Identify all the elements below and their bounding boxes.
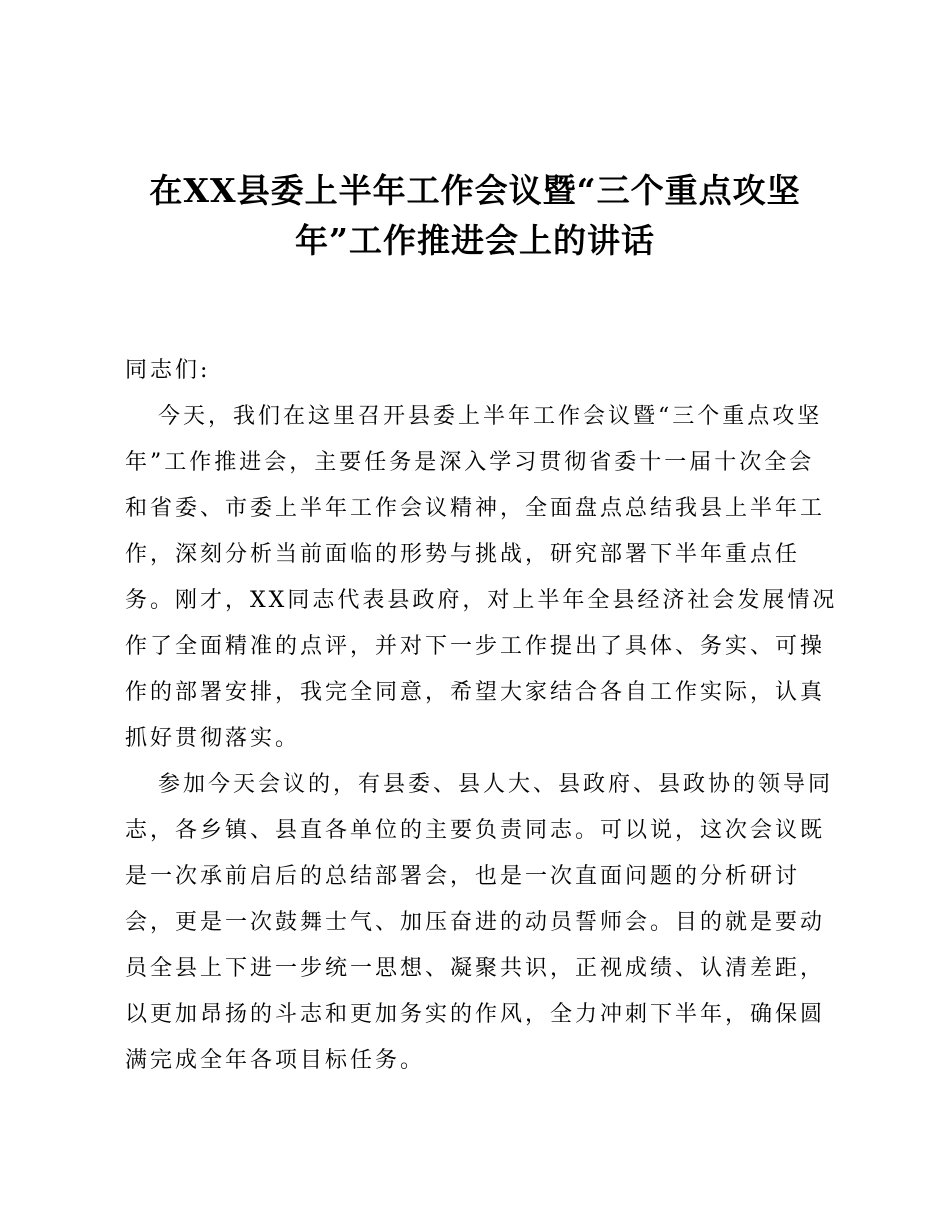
paragraph-1: [125, 398, 838, 758]
title-line-1: 在XX县委上半年工作会议暨“三个重点攻坚: [149, 171, 801, 210]
paragraph-2: [125, 766, 834, 1080]
document-title: [120, 166, 830, 266]
paragraph-2-line-1: 参加今天会议的，有县委、县人大、县政府、县政协的领导同: [158, 772, 834, 797]
paragraph-2-line-2: 志，各乡镇、县直各单位的主要负责同志。可以说，这次会议既: [125, 818, 826, 843]
paragraph-2-line-4: 会，更是一次鼓舞士气、加压奋进的动员誓师会。目的就是要动: [125, 910, 826, 935]
document-body: [125, 352, 838, 1080]
salutation: 同志们:: [125, 358, 211, 383]
paragraph-1-line-4: 作，深刻分析当前面临的形势与挑战，研究部署下半年重点任: [125, 542, 801, 567]
paragraph-1-line-7: 作的部署安排，我完全同意，希望大家结合各自工作实际，认真: [125, 680, 826, 705]
paragraph-1-line-2: 年”工作推进会，主要任务是深入学习贯彻省委十一届十次全会: [125, 450, 815, 475]
paragraph-2-line-3: 是一次承前启后的总结部署会，也是一次直面问题的分析研讨: [125, 864, 801, 889]
paragraph-1-line-5: 务。刚才，XX同志代表县政府，对上半年全县经济社会发展情况: [125, 588, 838, 613]
paragraph-1-line-1: 今天，我们在这里召开县委上半年工作会议暨“三个重点攻坚: [158, 404, 823, 429]
title-line-2: 年”工作推进会上的讲话: [295, 221, 655, 260]
paragraph-1-line-6: 作了全面精准的点评，并对下一步工作提出了具体、务实、可操: [125, 634, 826, 659]
paragraph-2-line-6: 以更加昂扬的斗志和更加务实的作风，全力冲刺下半年，确保圆: [125, 1002, 826, 1027]
paragraph-2-line-5: 员全县上下进一步统一思想、凝聚共识，正视成绩、认清差距，: [125, 956, 826, 981]
paragraph-1-line-8: 抓好贯彻落实。: [125, 726, 301, 751]
paragraph-2-line-7: 满完成全年各项目标任务。: [125, 1048, 426, 1073]
paragraph-1-line-3: 和省委、市委上半年工作会议精神，全面盘点总结我县上半年工: [125, 496, 826, 521]
